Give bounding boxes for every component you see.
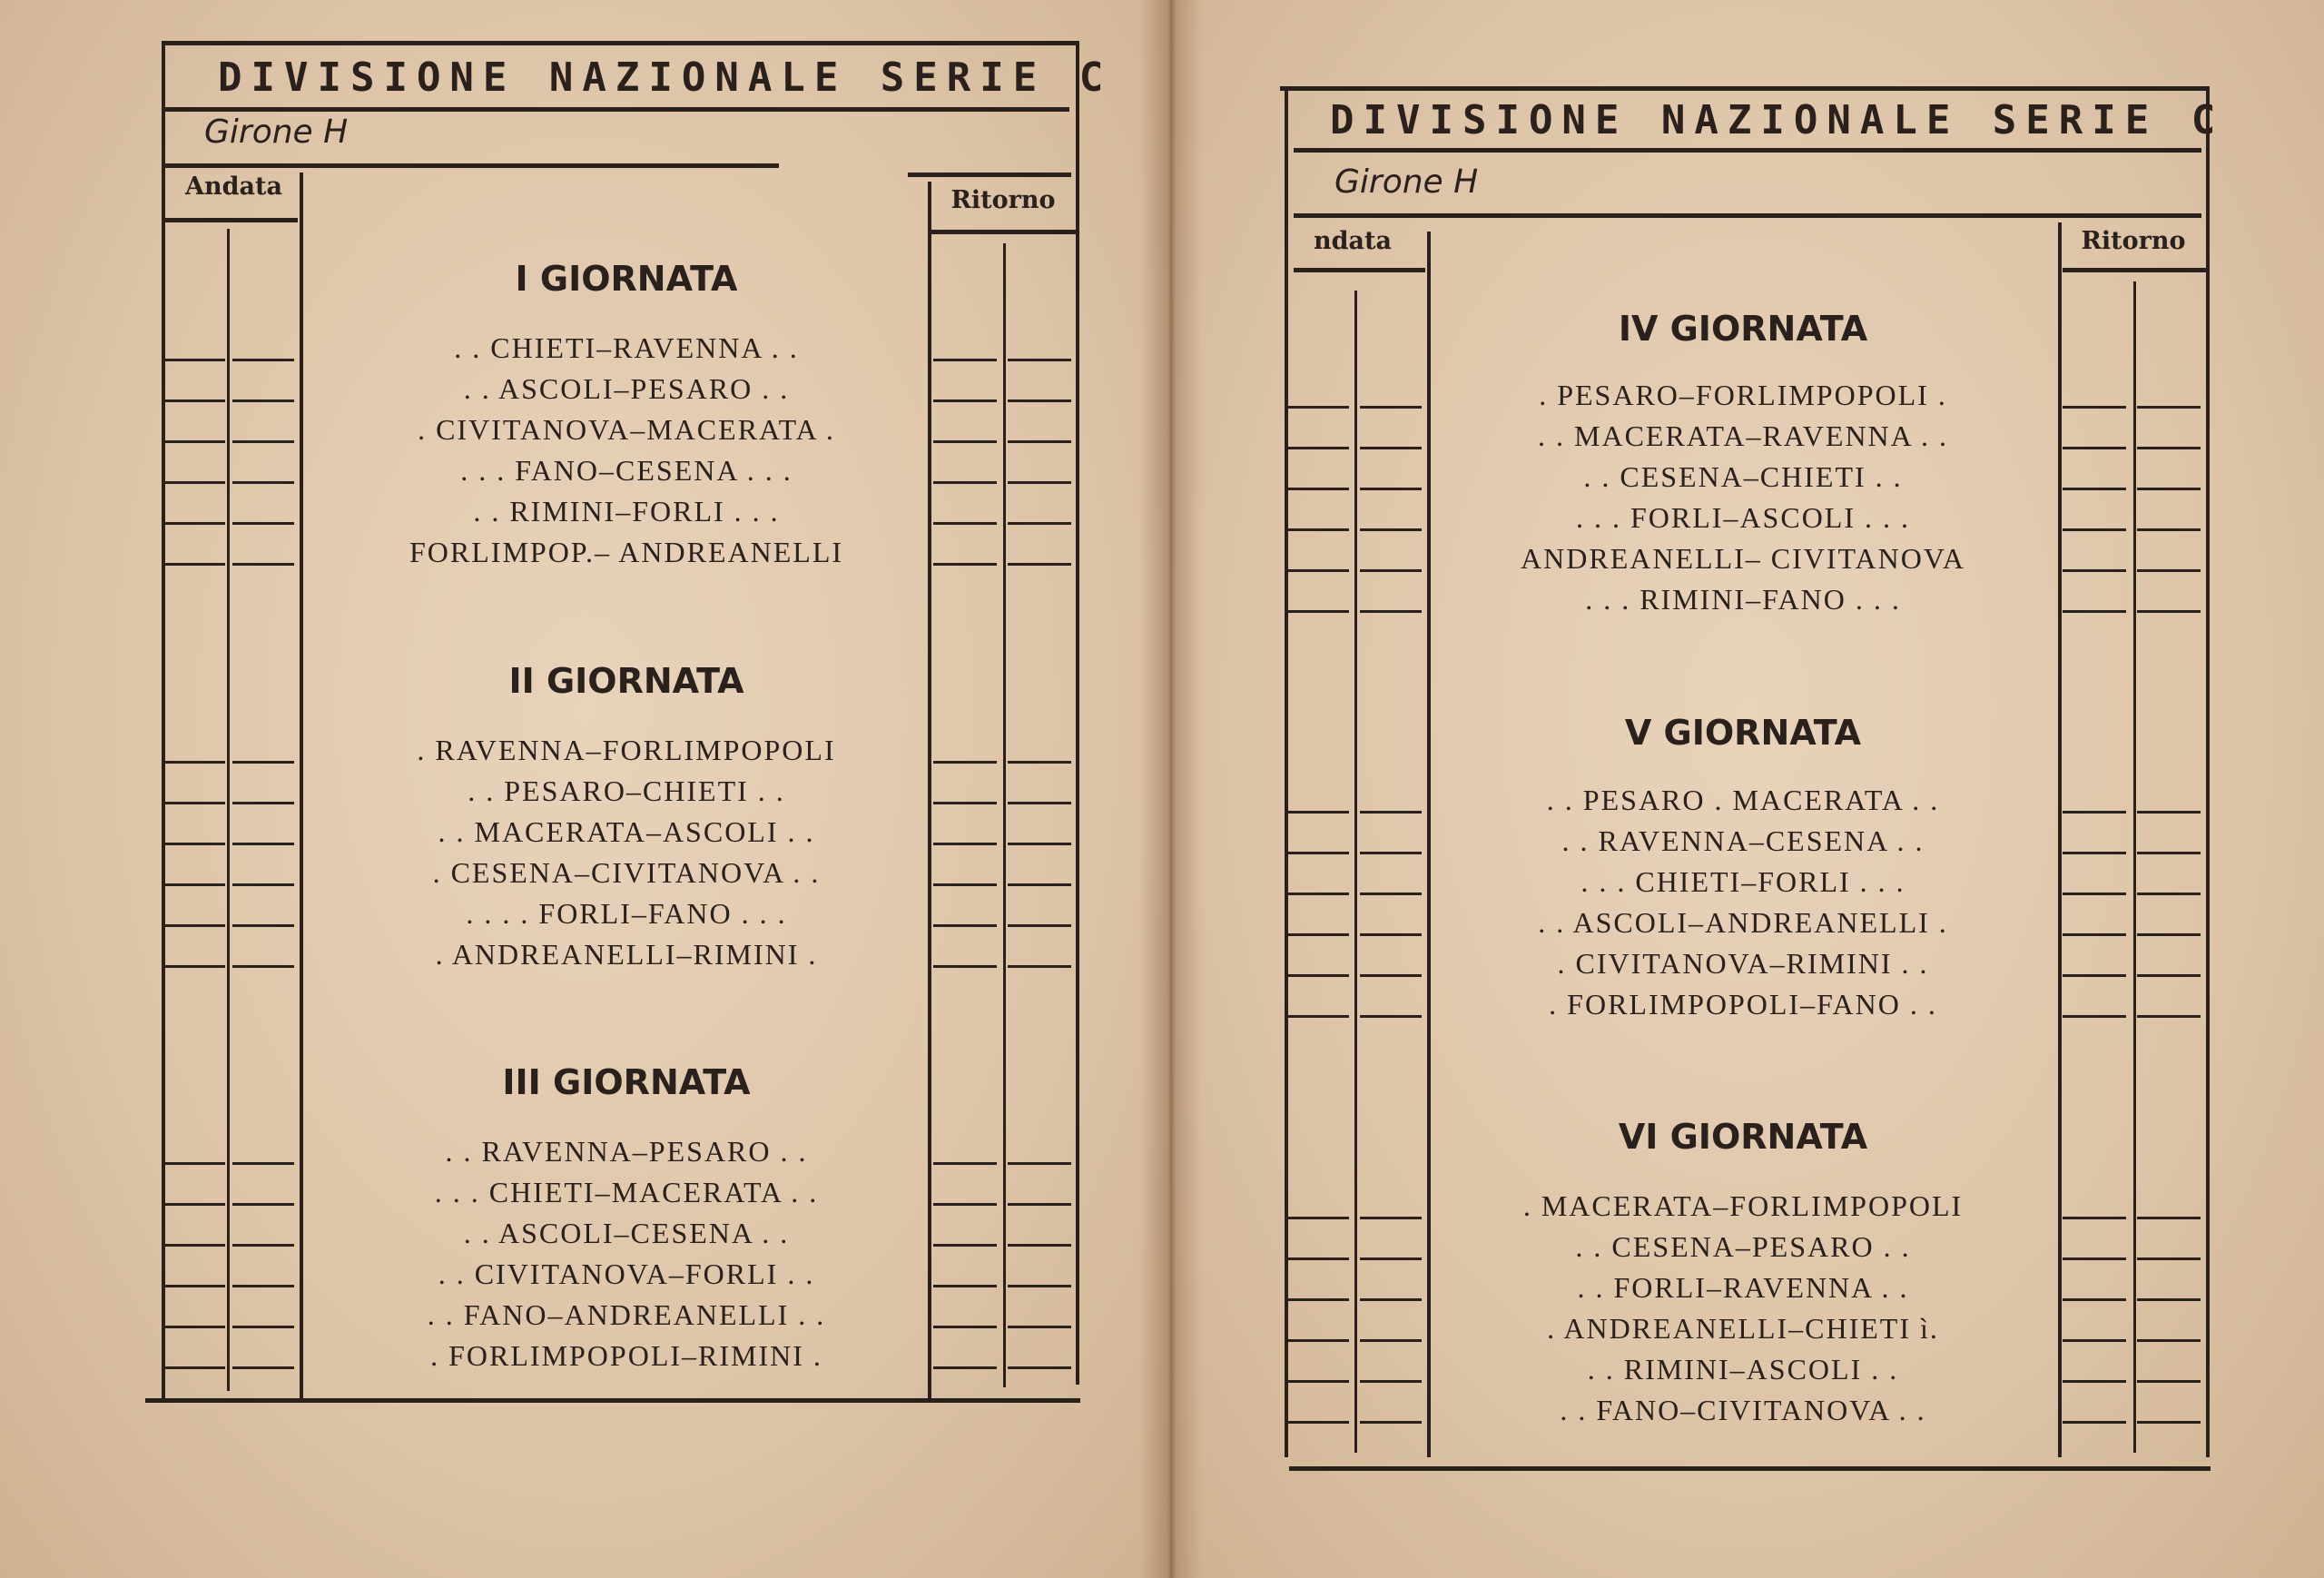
score-blank [1360,1339,1422,1342]
score-blank [163,563,225,566]
score-blank [2137,933,2201,936]
round-title: IV GIORNATA [1618,309,1868,349]
score-blank [232,440,294,443]
score-blank [2137,447,2201,449]
score-blank [232,1285,294,1287]
score-blank [2137,569,2201,572]
match-row: . . MACERATA–RAVENNA . . [1538,419,1948,452]
match-row: . . PESARO–CHIETI . . [468,774,785,807]
match-row: ANDREANELLI– CIVITANOVA [1521,542,1965,575]
score-blank [2063,1257,2126,1260]
score-blank [163,1244,225,1247]
score-blank [1287,447,1349,449]
score-blank [1287,1339,1349,1342]
andata-header: ndata [1314,227,1392,255]
title-rule [1294,148,2201,153]
match-row: . . CESENA–PESARO . . [1575,1230,1911,1263]
score-blank [1287,1015,1349,1018]
score-blank [1360,1015,1422,1018]
score-blank [232,1366,294,1369]
score-blank [163,399,225,402]
score-blank [232,843,294,845]
score-blank [2137,528,2201,531]
match-row: . . . RIMINI–FANO . . . [1585,583,1901,616]
round-title: VI GIORNATA [1618,1117,1868,1157]
score-blank [933,359,997,361]
score-blank [933,1203,997,1206]
score-blank [1008,359,1071,361]
match-row: . FORLIMPOPOLI–RIMINI . [430,1339,822,1372]
score-blank [1008,1162,1071,1165]
score-blank [1287,1257,1349,1260]
round-title: II GIORNATA [508,661,744,701]
match-row: . . . CHIETI–FORLI . . . [1581,865,1905,898]
score-blank [2137,1217,2201,1219]
score-blank [1287,811,1349,814]
ritorno-header: Ritorno [2081,227,2186,255]
score-blank [1008,761,1071,764]
score-blank [163,1162,225,1165]
score-blank [1287,610,1349,613]
score-blank [1360,528,1422,531]
score-blank [163,761,225,764]
score-blank [232,563,294,566]
score-blank [232,1162,294,1165]
score-blank [1287,1380,1349,1383]
score-blank [1360,1298,1422,1301]
score-blank [1287,1217,1349,1219]
score-blank [232,924,294,927]
match-row: . CIVITANOVA–RIMINI . . [1557,947,1929,980]
score-blank [1360,1421,1422,1424]
page-title: DIVISIONE NAZIONALE SERIE C [1330,97,2225,143]
match-row: . . RIMINI–FORLI . . . [473,495,780,528]
score-blank [1008,1285,1071,1287]
andata-inner-divider [1354,291,1357,1453]
score-blank [232,1244,294,1247]
ritorno-column-divider [928,182,931,1398]
score-blank [1360,447,1422,449]
score-blank [2063,569,2126,572]
score-blank [1360,933,1422,936]
round-title: I GIORNATA [515,259,738,299]
score-blank [2063,528,2126,531]
score-blank [2137,1380,2201,1383]
right-page [1280,86,2225,1484]
match-row: . . FANO–ANDREANELLI . . [427,1298,826,1331]
girone-label: Girone H [1334,163,1479,201]
score-blank [1360,852,1422,854]
page-title: DIVISIONE NAZIONALE SERIE C [218,54,1113,101]
match-row: . . PESARO . MACERATA . . [1546,784,1940,816]
score-blank [1360,569,1422,572]
match-row: . RAVENNA–FORLIMPOPOLI [417,734,836,766]
score-blank [1360,488,1422,490]
score-blank [1287,406,1349,409]
match-row: . ANDREANELLI–RIMINI . [435,938,818,971]
andata-inner-divider [227,229,230,1391]
score-blank [2137,893,2201,895]
score-blank [232,761,294,764]
score-blank [2137,1421,2201,1424]
andata-column-divider [300,173,303,1398]
top-rule [162,41,1078,45]
bottom-rule [1289,1466,2211,1471]
match-row: . FORLIMPOPOLI–FANO . . [1549,988,1937,1021]
score-blank [1008,522,1071,525]
ritorno-inner-divider [1003,243,1006,1387]
score-blank [933,802,997,804]
score-blank [1008,883,1071,886]
score-blank [2137,1339,2201,1342]
match-row: . CESENA–CIVITANOVA . . [432,856,821,889]
girone-rule-right [908,173,1071,177]
score-blank [2137,811,2201,814]
score-blank [1360,610,1422,613]
ritorno-column-divider [2058,222,2062,1457]
score-blank [163,965,225,968]
score-blank [1008,440,1071,443]
score-blank [2137,488,2201,490]
score-blank [232,481,294,484]
score-blank [1008,399,1071,402]
score-blank [163,359,225,361]
girone-label: Girone H [204,113,349,151]
score-blank [933,563,997,566]
score-blank [2137,610,2201,613]
score-blank [1008,924,1071,927]
frame-right [2206,86,2210,1457]
score-blank [1287,933,1349,936]
score-blank [2063,610,2126,613]
score-blank [1008,802,1071,804]
title-rule [162,107,1069,112]
score-blank [1287,569,1349,572]
ritorno-rule [931,230,1077,234]
score-blank [232,802,294,804]
score-blank [1287,974,1349,977]
match-row: . ANDREANELLI–CHIETI ì. [1547,1312,1939,1345]
score-blank [2137,406,2201,409]
score-blank [163,1326,225,1328]
score-blank [2063,1339,2126,1342]
ritorno-rule [2063,268,2208,272]
frame-right [1076,41,1079,1385]
score-blank [163,924,225,927]
score-blank [933,1326,997,1328]
score-blank [2137,1298,2201,1301]
score-blank [1008,965,1071,968]
score-blank [2063,974,2126,977]
score-blank [933,761,997,764]
match-row: . PESARO–FORLIMPOPOLI . [1539,379,1947,411]
score-blank [1287,528,1349,531]
match-row: . . MACERATA–ASCOLI . . [438,815,815,848]
score-blank [1360,811,1422,814]
match-row: . . . FORLI–ASCOLI . . . [1575,501,1910,534]
match-row: . . RIMINI–ASCOLI . . [1587,1353,1899,1386]
andata-header: Andata [185,173,282,201]
ritorno-header: Ritorno [950,186,1056,214]
left-page [145,36,1113,1416]
score-blank [232,359,294,361]
score-blank [933,440,997,443]
score-blank [933,965,997,968]
score-blank [1287,488,1349,490]
match-row: . . RAVENNA–PESARO . . [445,1135,808,1168]
score-blank [1008,843,1071,845]
score-blank [163,1366,225,1369]
match-row: . . CESENA–CHIETI . . [1583,460,1903,493]
match-row: . . CIVITANOVA–FORLI . . [438,1257,815,1290]
score-blank [1287,1298,1349,1301]
round-title: V GIORNATA [1624,713,1862,753]
score-blank [2063,1421,2126,1424]
score-blank [933,1366,997,1369]
score-blank [163,1203,225,1206]
score-blank [2063,447,2126,449]
frame-left [162,41,165,1398]
score-blank [933,399,997,402]
score-blank [1287,893,1349,895]
match-row: . . ASCOLI–ANDREANELLI . [1538,906,1948,939]
score-blank [163,481,225,484]
score-blank [933,1244,997,1247]
score-blank [1360,1257,1422,1260]
score-blank [232,399,294,402]
score-blank [2063,488,2126,490]
match-row: . MACERATA–FORLIMPOPOLI [1522,1189,1964,1222]
score-blank [1008,1203,1071,1206]
score-blank [2137,1257,2201,1260]
score-blank [232,522,294,525]
score-blank [2063,811,2126,814]
score-blank [933,481,997,484]
score-blank [232,965,294,968]
score-blank [2063,933,2126,936]
score-blank [163,802,225,804]
score-blank [232,1203,294,1206]
score-blank [232,1326,294,1328]
score-blank [2063,406,2126,409]
andata-rule [162,218,298,222]
score-blank [2063,1015,2126,1018]
match-row: . . ASCOLI–PESARO . . [463,372,790,405]
match-row: . . . FANO–CESENA . . . [460,454,793,487]
score-blank [2063,1298,2126,1301]
bottom-rule [145,1398,1080,1403]
score-blank [1008,563,1071,566]
score-blank [1360,406,1422,409]
score-blank [1360,974,1422,977]
match-row: . CIVITANOVA–MACERATA . [418,413,835,446]
score-blank [163,883,225,886]
girone-rule [162,163,779,168]
score-blank [933,522,997,525]
score-blank [933,883,997,886]
score-blank [933,1285,997,1287]
score-blank [2063,1380,2126,1383]
score-blank [1360,1217,1422,1219]
score-blank [1287,852,1349,854]
score-blank [163,1285,225,1287]
match-row: FORLIMPOP.– ANDREANELLI [409,536,844,568]
score-blank [2137,1015,2201,1018]
match-row: . . RAVENNA–CESENA . . [1561,824,1925,857]
match-row: . . ASCOLI–CESENA . . [463,1217,790,1249]
match-row: . . CHIETI–RAVENNA . . [454,331,799,364]
score-blank [2137,852,2201,854]
score-blank [2063,1217,2126,1219]
score-blank [2063,852,2126,854]
ritorno-inner-divider [2133,281,2136,1453]
score-blank [1008,1326,1071,1328]
score-blank [163,440,225,443]
score-blank [933,843,997,845]
match-row: . . FORLI–RAVENNA . . [1577,1271,1909,1304]
score-blank [1008,1366,1071,1369]
book-gutter [1139,0,1203,1578]
score-blank [1360,1380,1422,1383]
frame-left [1285,86,1288,1457]
match-row: . . FANO–CIVITANOVA . . [1560,1394,1926,1426]
score-blank [163,522,225,525]
match-row: . . . CHIETI–MACERATA . . [434,1176,819,1208]
round-title: III GIORNATA [502,1062,751,1102]
score-blank [2137,974,2201,977]
score-blank [163,843,225,845]
score-blank [232,883,294,886]
score-blank [2063,893,2126,895]
score-blank [1287,1421,1349,1424]
score-blank [1008,1244,1071,1247]
score-blank [1360,893,1422,895]
score-blank [933,1162,997,1165]
match-row: . . . . FORLI–FANO . . . [466,897,787,930]
score-blank [933,924,997,927]
score-blank [1008,481,1071,484]
andata-rule [1294,268,1425,272]
top-rule [1280,86,2206,91]
girone-rule [1294,213,2201,218]
